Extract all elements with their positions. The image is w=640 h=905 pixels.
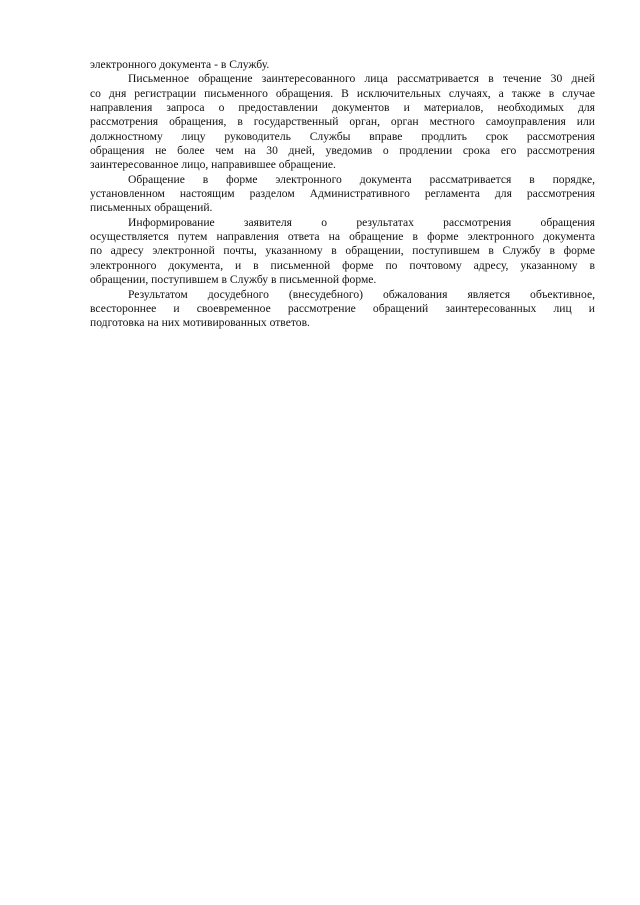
text-line: электронного документа - в Службу. bbox=[90, 58, 270, 71]
text-line: всестороннее и своевременное рассмотрение обращений заинтересованных лиц и bbox=[90, 301, 595, 315]
text-line: по адресу электронной почты, указанному в обращении, поступившем в Службу в форме bbox=[90, 244, 595, 258]
text-line: установленном настоящим разделом Административного регламента для рассмотрения bbox=[90, 187, 595, 201]
text-line: Обращение в форме электронного документа рассматривается в порядке, bbox=[128, 172, 595, 186]
document-body bbox=[90, 58, 595, 331]
text-line: письменных обращений. bbox=[90, 201, 213, 215]
text-line: заинтересованное лицо, направившее обращение. bbox=[90, 158, 336, 172]
text-line: электронного документа, и в письменной форме по почтовому адресу, указанному в bbox=[90, 258, 595, 272]
text-line: осуществляется путем направления ответа на обращение в форме электронного документа bbox=[90, 230, 595, 244]
text-line: Результатом досудебного (внесудебного) обжалования является объективное, bbox=[128, 287, 595, 301]
text-line: должностному лицу руководитель Службы вправе продлить срок рассмотрения bbox=[90, 129, 595, 143]
text-line: обращения не более чем на 30 дней, уведомив о продлении срока его рассмотрения bbox=[90, 144, 595, 158]
text-line: со дня регистрации письменного обращения. В исключительных случаях, а также в случае bbox=[90, 86, 595, 100]
text-line: направления запроса о предоставлении документов и материалов, необходимых для bbox=[90, 101, 595, 115]
text-line: рассмотрения обращения, в государственный орган, орган местного самоуправления или bbox=[90, 115, 595, 129]
text-line: подготовка на них мотивированных ответов. bbox=[90, 316, 310, 330]
text-line: Письменное обращение заинтересованного лица рассматривается в течение 30 дней bbox=[128, 72, 595, 86]
text-line: Информирование заявителя о результатах рассмотрения обращения bbox=[128, 215, 595, 229]
text-line: обращении, поступившем в Службу в письменной форме. bbox=[90, 273, 377, 287]
